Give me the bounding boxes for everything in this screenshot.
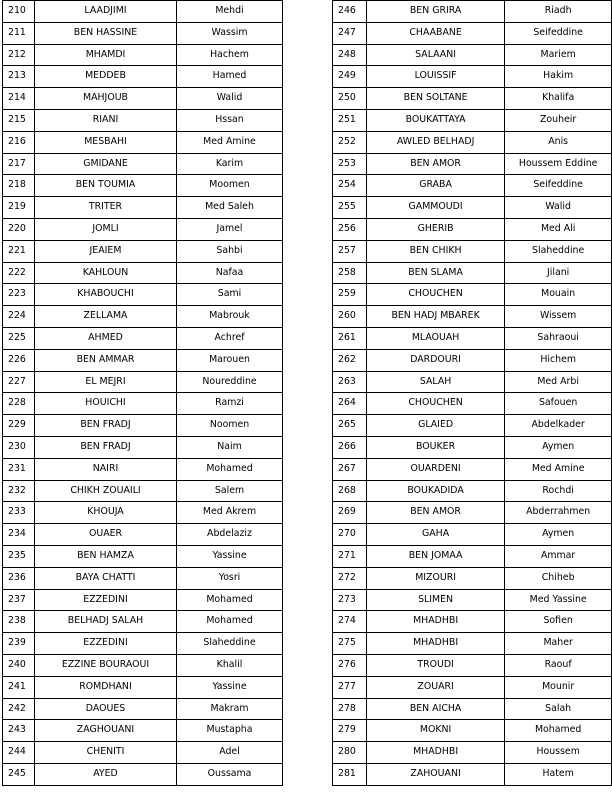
table-row [333, 66, 612, 88]
last-name-cell: OUAER [35, 524, 177, 546]
last-name-cell: KHABOUCHI [35, 284, 177, 306]
row-number-cell: 267 [333, 458, 367, 480]
first-name-cell: Abderrahmen [505, 502, 612, 524]
row-number-cell: 275 [333, 633, 367, 655]
row-number-cell: 239 [3, 633, 35, 655]
last-name-cell: NAIRI [35, 458, 177, 480]
first-name-cell: Abdelkader [505, 415, 612, 437]
last-name-cell: BEN HAMZA [35, 545, 177, 567]
table-row [3, 66, 283, 88]
last-name-cell: SLIMEN [366, 589, 504, 611]
last-name-cell: GHERIB [366, 218, 504, 240]
table-row [333, 109, 612, 131]
last-name-cell: ZAHOUANI [366, 763, 504, 785]
row-number-cell: 260 [333, 306, 367, 328]
first-name-cell: Sami [177, 284, 283, 306]
table-row [3, 349, 283, 371]
row-number-cell: 253 [333, 153, 367, 175]
row-number-cell: 258 [333, 262, 367, 284]
last-name-cell: SALAH [366, 371, 504, 393]
table-row [3, 306, 283, 328]
row-number-cell: 227 [3, 371, 35, 393]
row-number-cell: 238 [3, 611, 35, 633]
last-name-cell: CHENITI [35, 742, 177, 764]
table-row [333, 763, 612, 785]
first-name-cell: Maher [505, 633, 612, 655]
first-name-cell: Mouain [505, 284, 612, 306]
first-name-cell: Mariem [505, 44, 612, 66]
row-number-cell: 278 [333, 698, 367, 720]
table-row [333, 611, 612, 633]
table-row [3, 131, 283, 153]
first-name-cell: Raouf [505, 654, 612, 676]
last-name-cell: BOUKADIDA [366, 480, 504, 502]
first-name-cell: Ammar [505, 545, 612, 567]
first-name-cell: Safouen [505, 393, 612, 415]
row-number-cell: 248 [333, 44, 367, 66]
first-name-cell: Mounir [505, 676, 612, 698]
row-number-cell: 270 [333, 524, 367, 546]
table-row [333, 502, 612, 524]
table-row [3, 720, 283, 742]
row-number-cell: 210 [3, 1, 35, 23]
first-name-cell: Med Yassine [505, 589, 612, 611]
first-name-cell: Noureddine [177, 371, 283, 393]
table-row [333, 44, 612, 66]
table-row [3, 153, 283, 175]
table-row [333, 545, 612, 567]
last-name-cell: MHAMDI [35, 44, 177, 66]
table-row [3, 218, 283, 240]
first-name-cell: Achref [177, 327, 283, 349]
row-number-cell: 279 [333, 720, 367, 742]
first-name-cell: Naim [177, 436, 283, 458]
first-name-cell: Jamel [177, 218, 283, 240]
first-name-cell: Salah [505, 698, 612, 720]
row-number-cell: 264 [333, 393, 367, 415]
first-name-cell: Hatem [505, 763, 612, 785]
table-row [3, 633, 283, 655]
row-number-cell: 281 [333, 763, 367, 785]
last-name-cell: GLAIED [366, 415, 504, 437]
last-name-cell: HOUICHI [35, 393, 177, 415]
row-number-cell: 219 [3, 197, 35, 219]
last-name-cell: MAHJOUB [35, 88, 177, 110]
last-name-cell: MLAOUAH [366, 327, 504, 349]
table-row [3, 88, 283, 110]
table-row [333, 742, 612, 764]
row-number-cell: 240 [3, 654, 35, 676]
first-name-cell: Aymen [505, 524, 612, 546]
last-name-cell: TRITER [35, 197, 177, 219]
first-name-cell: Walid [505, 197, 612, 219]
last-name-cell: BOUKATTAYA [366, 109, 504, 131]
first-name-cell: Yosri [177, 567, 283, 589]
row-number-cell: 254 [333, 175, 367, 197]
first-name-cell: Slaheddine [177, 633, 283, 655]
table-row [333, 567, 612, 589]
row-number-cell: 232 [3, 480, 35, 502]
last-name-cell: DARDOURI [366, 349, 504, 371]
row-number-cell: 277 [333, 676, 367, 698]
table-row [333, 1, 612, 23]
row-number-cell: 225 [3, 327, 35, 349]
table-row [3, 502, 283, 524]
last-name-cell: OUARDENI [366, 458, 504, 480]
table-row [333, 480, 612, 502]
table-row [3, 284, 283, 306]
row-number-cell: 262 [333, 349, 367, 371]
first-name-cell: Mehdi [177, 1, 283, 23]
first-name-cell: Med Amine [177, 131, 283, 153]
row-number-cell: 235 [3, 545, 35, 567]
table-row [3, 327, 283, 349]
table-row [333, 175, 612, 197]
first-name-cell: Sahraoui [505, 327, 612, 349]
table-row [333, 327, 612, 349]
row-number-cell: 236 [3, 567, 35, 589]
last-name-cell: BEN TOUMIA [35, 175, 177, 197]
last-name-cell: MHADHBI [366, 742, 504, 764]
table-row [3, 480, 283, 502]
table-row [333, 131, 612, 153]
first-name-cell: Makram [177, 698, 283, 720]
table-row [3, 567, 283, 589]
table-row [333, 393, 612, 415]
row-number-cell: 255 [333, 197, 367, 219]
row-number-cell: 217 [3, 153, 35, 175]
row-number-cell: 257 [333, 240, 367, 262]
last-name-cell: MOKNI [366, 720, 504, 742]
first-name-cell: Zouheir [505, 109, 612, 131]
last-name-cell: BEN AICHA [366, 698, 504, 720]
last-name-cell: BEN GRIRA [366, 1, 504, 23]
table-row [3, 524, 283, 546]
row-number-cell: 259 [333, 284, 367, 306]
last-name-cell: GRABA [366, 175, 504, 197]
first-name-cell: Mohamed [177, 589, 283, 611]
table-row [3, 262, 283, 284]
row-number-cell: 233 [3, 502, 35, 524]
first-name-cell: Nafaa [177, 262, 283, 284]
first-name-cell: Aymen [505, 436, 612, 458]
last-name-cell: GAHA [366, 524, 504, 546]
row-number-cell: 222 [3, 262, 35, 284]
table-row [3, 545, 283, 567]
row-number-cell: 220 [3, 218, 35, 240]
first-name-cell: Sofien [505, 611, 612, 633]
table-row [333, 153, 612, 175]
last-name-cell: ZAGHOUANI [35, 720, 177, 742]
first-name-cell: Mabrouk [177, 306, 283, 328]
last-name-cell: BEN SOLTANE [366, 88, 504, 110]
first-name-cell: Hssan [177, 109, 283, 131]
first-name-cell: Yassine [177, 545, 283, 567]
table-row [3, 393, 283, 415]
row-number-cell: 276 [333, 654, 367, 676]
first-name-cell: Slaheddine [505, 240, 612, 262]
row-number-cell: 212 [3, 44, 35, 66]
first-name-cell: Sahbi [177, 240, 283, 262]
last-name-cell: MHADHBI [366, 633, 504, 655]
table-row [333, 306, 612, 328]
table-row [333, 589, 612, 611]
table-row [3, 240, 283, 262]
last-name-cell: BEN AMOR [366, 502, 504, 524]
row-number-cell: 228 [3, 393, 35, 415]
row-number-cell: 263 [333, 371, 367, 393]
table-row [333, 676, 612, 698]
last-name-cell: CHAABANE [366, 22, 504, 44]
last-name-cell: GAMMOUDI [366, 197, 504, 219]
row-number-cell: 211 [3, 22, 35, 44]
table-row [3, 175, 283, 197]
first-name-cell: Mohamed [505, 720, 612, 742]
table-row [3, 676, 283, 698]
first-name-cell: Hamed [177, 66, 283, 88]
table-row [333, 262, 612, 284]
row-number-cell: 251 [333, 109, 367, 131]
table-row [3, 458, 283, 480]
last-name-cell: GMIDANE [35, 153, 177, 175]
table-row [333, 197, 612, 219]
first-name-cell: Wassim [177, 22, 283, 44]
row-number-cell: 218 [3, 175, 35, 197]
row-number-cell: 226 [3, 349, 35, 371]
row-number-cell: 273 [333, 589, 367, 611]
last-name-cell: CHOUCHEN [366, 284, 504, 306]
table-row [333, 698, 612, 720]
row-number-cell: 274 [333, 611, 367, 633]
table-row [3, 415, 283, 437]
row-number-cell: 229 [3, 415, 35, 437]
last-name-cell: BELHADJ SALAH [35, 611, 177, 633]
first-name-cell: Med Ali [505, 218, 612, 240]
row-number-cell: 223 [3, 284, 35, 306]
row-number-cell: 247 [333, 22, 367, 44]
last-name-cell: ZOUARI [366, 676, 504, 698]
table-row [3, 763, 283, 785]
row-number-cell: 237 [3, 589, 35, 611]
row-number-cell: 243 [3, 720, 35, 742]
row-number-cell: 213 [3, 66, 35, 88]
first-name-cell: Noomen [177, 415, 283, 437]
row-number-cell: 272 [333, 567, 367, 589]
first-name-cell: Med Akrem [177, 502, 283, 524]
last-name-cell: LOUISSIF [366, 66, 504, 88]
row-number-cell: 224 [3, 306, 35, 328]
last-name-cell: MESBAHI [35, 131, 177, 153]
row-number-cell: 234 [3, 524, 35, 546]
row-number-cell: 249 [333, 66, 367, 88]
first-name-cell: Mohamed [177, 458, 283, 480]
row-number-cell: 256 [333, 218, 367, 240]
first-name-cell: Rochdi [505, 480, 612, 502]
row-number-cell: 221 [3, 240, 35, 262]
table-row [333, 415, 612, 437]
first-name-cell: Chiheb [505, 567, 612, 589]
last-name-cell: AHMED [35, 327, 177, 349]
first-name-cell: Walid [177, 88, 283, 110]
first-name-cell: Mohamed [177, 611, 283, 633]
table-row [3, 436, 283, 458]
last-name-cell: MEDDEB [35, 66, 177, 88]
last-name-cell: BOUKER [366, 436, 504, 458]
table-row [3, 742, 283, 764]
table-row [3, 371, 283, 393]
row-number-cell: 271 [333, 545, 367, 567]
table-row [333, 524, 612, 546]
first-name-cell: Hakim [505, 66, 612, 88]
row-number-cell: 241 [3, 676, 35, 698]
last-name-cell: BEN FRADJ [35, 436, 177, 458]
last-name-cell: KAHLOUN [35, 262, 177, 284]
table-row [333, 284, 612, 306]
table-row [333, 654, 612, 676]
row-number-cell: 265 [333, 415, 367, 437]
last-name-cell: BEN SLAMA [366, 262, 504, 284]
last-name-cell: MIZOURI [366, 567, 504, 589]
last-name-cell: JEAIEM [35, 240, 177, 262]
last-name-cell: EZZEDINI [35, 589, 177, 611]
first-name-cell: Seifeddine [505, 175, 612, 197]
first-name-cell: Hichem [505, 349, 612, 371]
last-name-cell: BAYA CHATTI [35, 567, 177, 589]
row-number-cell: 261 [333, 327, 367, 349]
last-name-cell: ROMDHANI [35, 676, 177, 698]
last-name-cell: AWLED BELHADJ [366, 131, 504, 153]
first-name-cell: Moomen [177, 175, 283, 197]
row-number-cell: 246 [333, 1, 367, 23]
first-name-cell: Marouen [177, 349, 283, 371]
table-row [333, 371, 612, 393]
table-row [333, 458, 612, 480]
row-number-cell: 244 [3, 742, 35, 764]
row-number-cell: 214 [3, 88, 35, 110]
table-row [3, 611, 283, 633]
last-name-cell: EZZEDINI [35, 633, 177, 655]
last-name-cell: LAADJIMI [35, 1, 177, 23]
last-name-cell: AYED [35, 763, 177, 785]
table-row [333, 633, 612, 655]
first-name-cell: Ramzi [177, 393, 283, 415]
first-name-cell: Hachem [177, 44, 283, 66]
last-name-cell: RIANI [35, 109, 177, 131]
row-number-cell: 268 [333, 480, 367, 502]
last-name-cell: MHADHBI [366, 611, 504, 633]
last-name-cell: BEN AMMAR [35, 349, 177, 371]
row-number-cell: 216 [3, 131, 35, 153]
table-row [3, 589, 283, 611]
row-number-cell: 245 [3, 763, 35, 785]
last-name-cell: CHOUCHEN [366, 393, 504, 415]
first-name-cell: Adel [177, 742, 283, 764]
first-name-cell: Oussama [177, 763, 283, 785]
table-row [3, 197, 283, 219]
last-name-cell: EZZINE BOURAOUI [35, 654, 177, 676]
table-row [3, 22, 283, 44]
last-name-cell: BEN AMOR [366, 153, 504, 175]
table-row [333, 349, 612, 371]
first-name-cell: Mustapha [177, 720, 283, 742]
first-name-cell: Med Saleh [177, 197, 283, 219]
table-row [3, 698, 283, 720]
row-number-cell: 280 [333, 742, 367, 764]
last-name-cell: BEN HADJ MBAREK [366, 306, 504, 328]
first-name-cell: Houssem Eddine [505, 153, 612, 175]
last-name-cell: ZELLAMA [35, 306, 177, 328]
first-name-cell: Khalil [177, 654, 283, 676]
first-name-cell: Khalifa [505, 88, 612, 110]
table-row [3, 44, 283, 66]
row-number-cell: 266 [333, 436, 367, 458]
row-number-cell: 250 [333, 88, 367, 110]
last-name-cell: SALAANI [366, 44, 504, 66]
first-name-cell: Riadh [505, 1, 612, 23]
table-row [3, 109, 283, 131]
table-row [333, 218, 612, 240]
first-name-cell: Yassine [177, 676, 283, 698]
first-name-cell: Houssem [505, 742, 612, 764]
first-name-cell: Salem [177, 480, 283, 502]
table-row [333, 720, 612, 742]
row-number-cell: 242 [3, 698, 35, 720]
table-row [333, 22, 612, 44]
right-name-table [332, 0, 612, 786]
table-row [333, 88, 612, 110]
table-row [333, 240, 612, 262]
first-name-cell: Anis [505, 131, 612, 153]
last-name-cell: KHOUJA [35, 502, 177, 524]
first-name-cell: Karim [177, 153, 283, 175]
first-name-cell: Seifeddine [505, 22, 612, 44]
first-name-cell: Abdelaziz [177, 524, 283, 546]
first-name-cell: Med Amine [505, 458, 612, 480]
last-name-cell: BEN JOMAA [366, 545, 504, 567]
last-name-cell: CHIKH ZOUAILI [35, 480, 177, 502]
last-name-cell: TROUDI [366, 654, 504, 676]
last-name-cell: JOMLI [35, 218, 177, 240]
last-name-cell: EL MEJRI [35, 371, 177, 393]
left-name-table [2, 0, 283, 786]
table-row [3, 1, 283, 23]
row-number-cell: 231 [3, 458, 35, 480]
table-row [3, 654, 283, 676]
first-name-cell: Wissem [505, 306, 612, 328]
row-number-cell: 215 [3, 109, 35, 131]
last-name-cell: BEN CHIKH [366, 240, 504, 262]
first-name-cell: Med Arbi [505, 371, 612, 393]
last-name-cell: DAOUES [35, 698, 177, 720]
last-name-cell: BEN HASSINE [35, 22, 177, 44]
row-number-cell: 269 [333, 502, 367, 524]
table-row [333, 436, 612, 458]
first-name-cell: Jilani [505, 262, 612, 284]
row-number-cell: 230 [3, 436, 35, 458]
row-number-cell: 252 [333, 131, 367, 153]
last-name-cell: BEN FRADJ [35, 415, 177, 437]
